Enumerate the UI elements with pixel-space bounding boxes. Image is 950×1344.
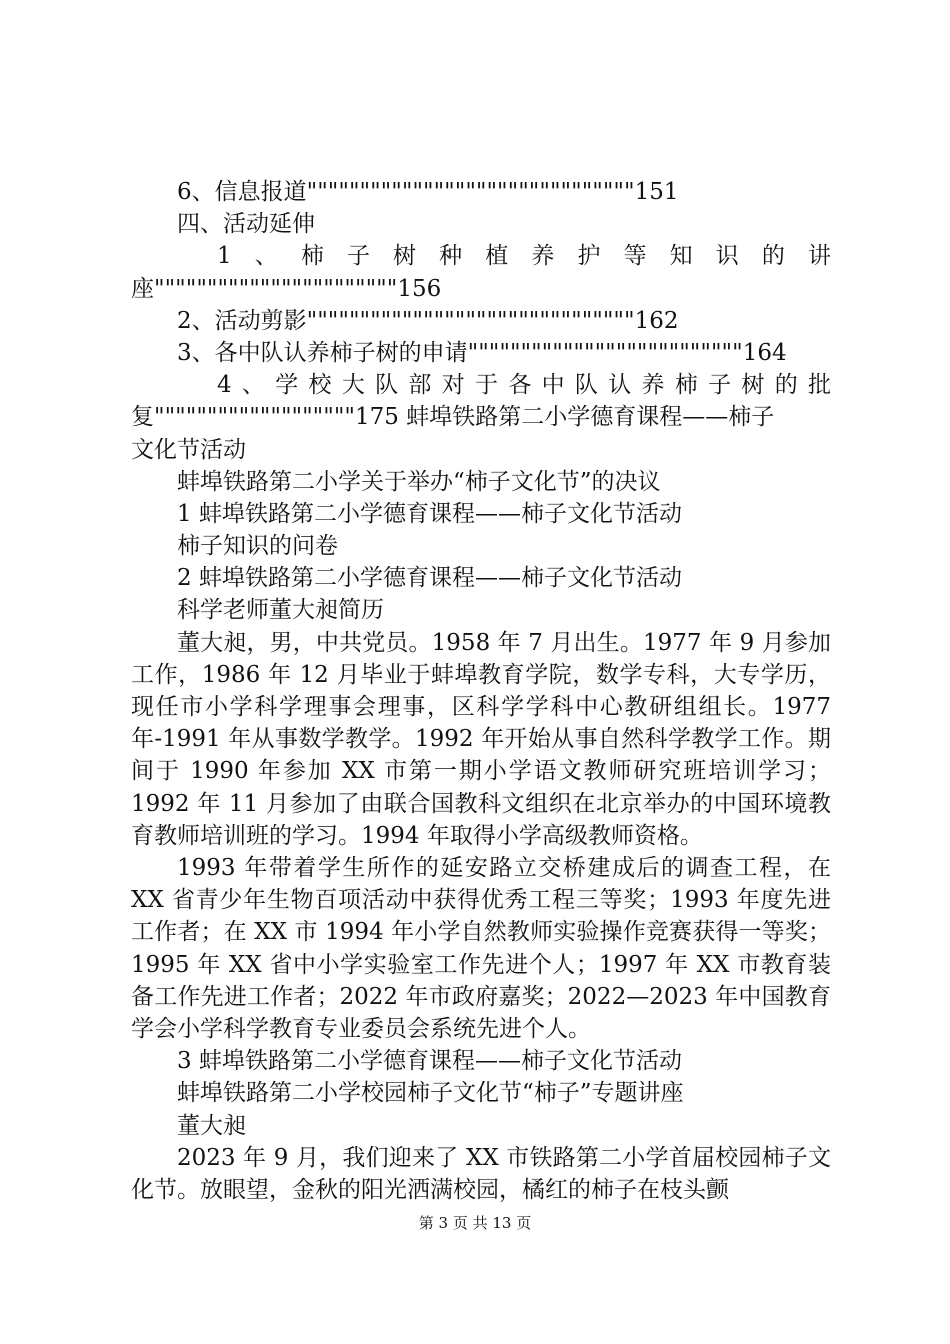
toc-item-4-2: 2、活动剪影"""""""""""""""""""""""""""""""162 [177, 307, 679, 334]
toc-item-4-4-cont: 复"""""""""""""""""""175 蚌埠铁路第二小学德育课程——柿子 [131, 404, 775, 431]
document-body [131, 176, 831, 1206]
toc-item-4-3: 3、各中队认养柿子树的申请""""""""""""""""""""""""""164 [177, 339, 787, 366]
toc-item-4-4-cont2: 文化节活动 [131, 436, 246, 463]
lecture-heading: 蚌埠铁路第二小学校园柿子文化节“柿子”专题讲座 [177, 1080, 684, 1107]
toc-item-4-4: 4、学校大队部对于各中队认养柿子树的批 [217, 372, 831, 399]
page-header-1: 1 蚌埠铁路第二小学德育课程——柿子文化节活动 [177, 500, 682, 527]
resolution-heading: 蚌埠铁路第二小学关于举办“柿子文化节”的决议 [177, 468, 661, 495]
page-header-2: 2 蚌埠铁路第二小学德育课程——柿子文化节活动 [177, 565, 682, 592]
questionnaire-heading: 柿子知识的问卷 [177, 533, 338, 560]
lecture-author: 董大昶 [177, 1112, 246, 1139]
toc-section-4: 四、活动延伸 [177, 211, 315, 238]
page-footer: 第 3 页 共 13 页 [418, 1214, 532, 1232]
toc-item-4-1: 1、柿子树种植养护等知识的讲 [217, 243, 831, 270]
bio-paragraph-1: 董大昶，男，中共党员。1958 年 7 月出生。1977 年 9 月参加工作，1986 年 12 月毕业于蚌埠教育学院，数学专科，大专学历，现任市小学科学理事会理事，区科学学科中心教研组组长。1977 年-1991 年从事数学教学。1992 年开始从事自然科学教学工作。期间于 1990 年参加 XX 市第一期小学语文教师研究班培训学习；1992 年 11 月参加了由联合国教科文组织在北京举办的中国环境教育教师培训班的学习。1994 年取得小学高级教师资格。 [131, 629, 831, 849]
bio-paragraph-2: 1993 年带着学生所作的延安路立交桥建成后的调查工程，在 XX 省青少年生物百项活动中获得优秀工程三等奖；1993 年度先进工作者；在 XX 市 1994 年小学自然教师实验操作竞赛获得一等奖；1995 年 XX 省中小学实验室工作先进个人；1997 年 XX 市教育装备工作先进工作者；2022 年市政府嘉奖；2022—2023 年中国教育学会小学科学教育专业委员会系统先进个人。 [131, 855, 831, 1043]
page-header-3: 3 蚌埠铁路第二小学德育课程——柿子文化节活动 [177, 1048, 682, 1075]
lecture-intro-paragraph: 2023 年 9 月，我们迎来了 XX 市铁路第二小学首届校园柿子文化节。放眼望，金秋的阳光洒满校园，橘红的柿子在枝头颤 [131, 1144, 831, 1204]
resume-heading: 科学老师董大昶简历 [177, 597, 384, 624]
toc-item-6: 6、信息报道"""""""""""""""""""""""""""""""151 [177, 179, 679, 205]
toc-item-4-1-cont: 座"""""""""""""""""""""""156 [131, 275, 442, 302]
